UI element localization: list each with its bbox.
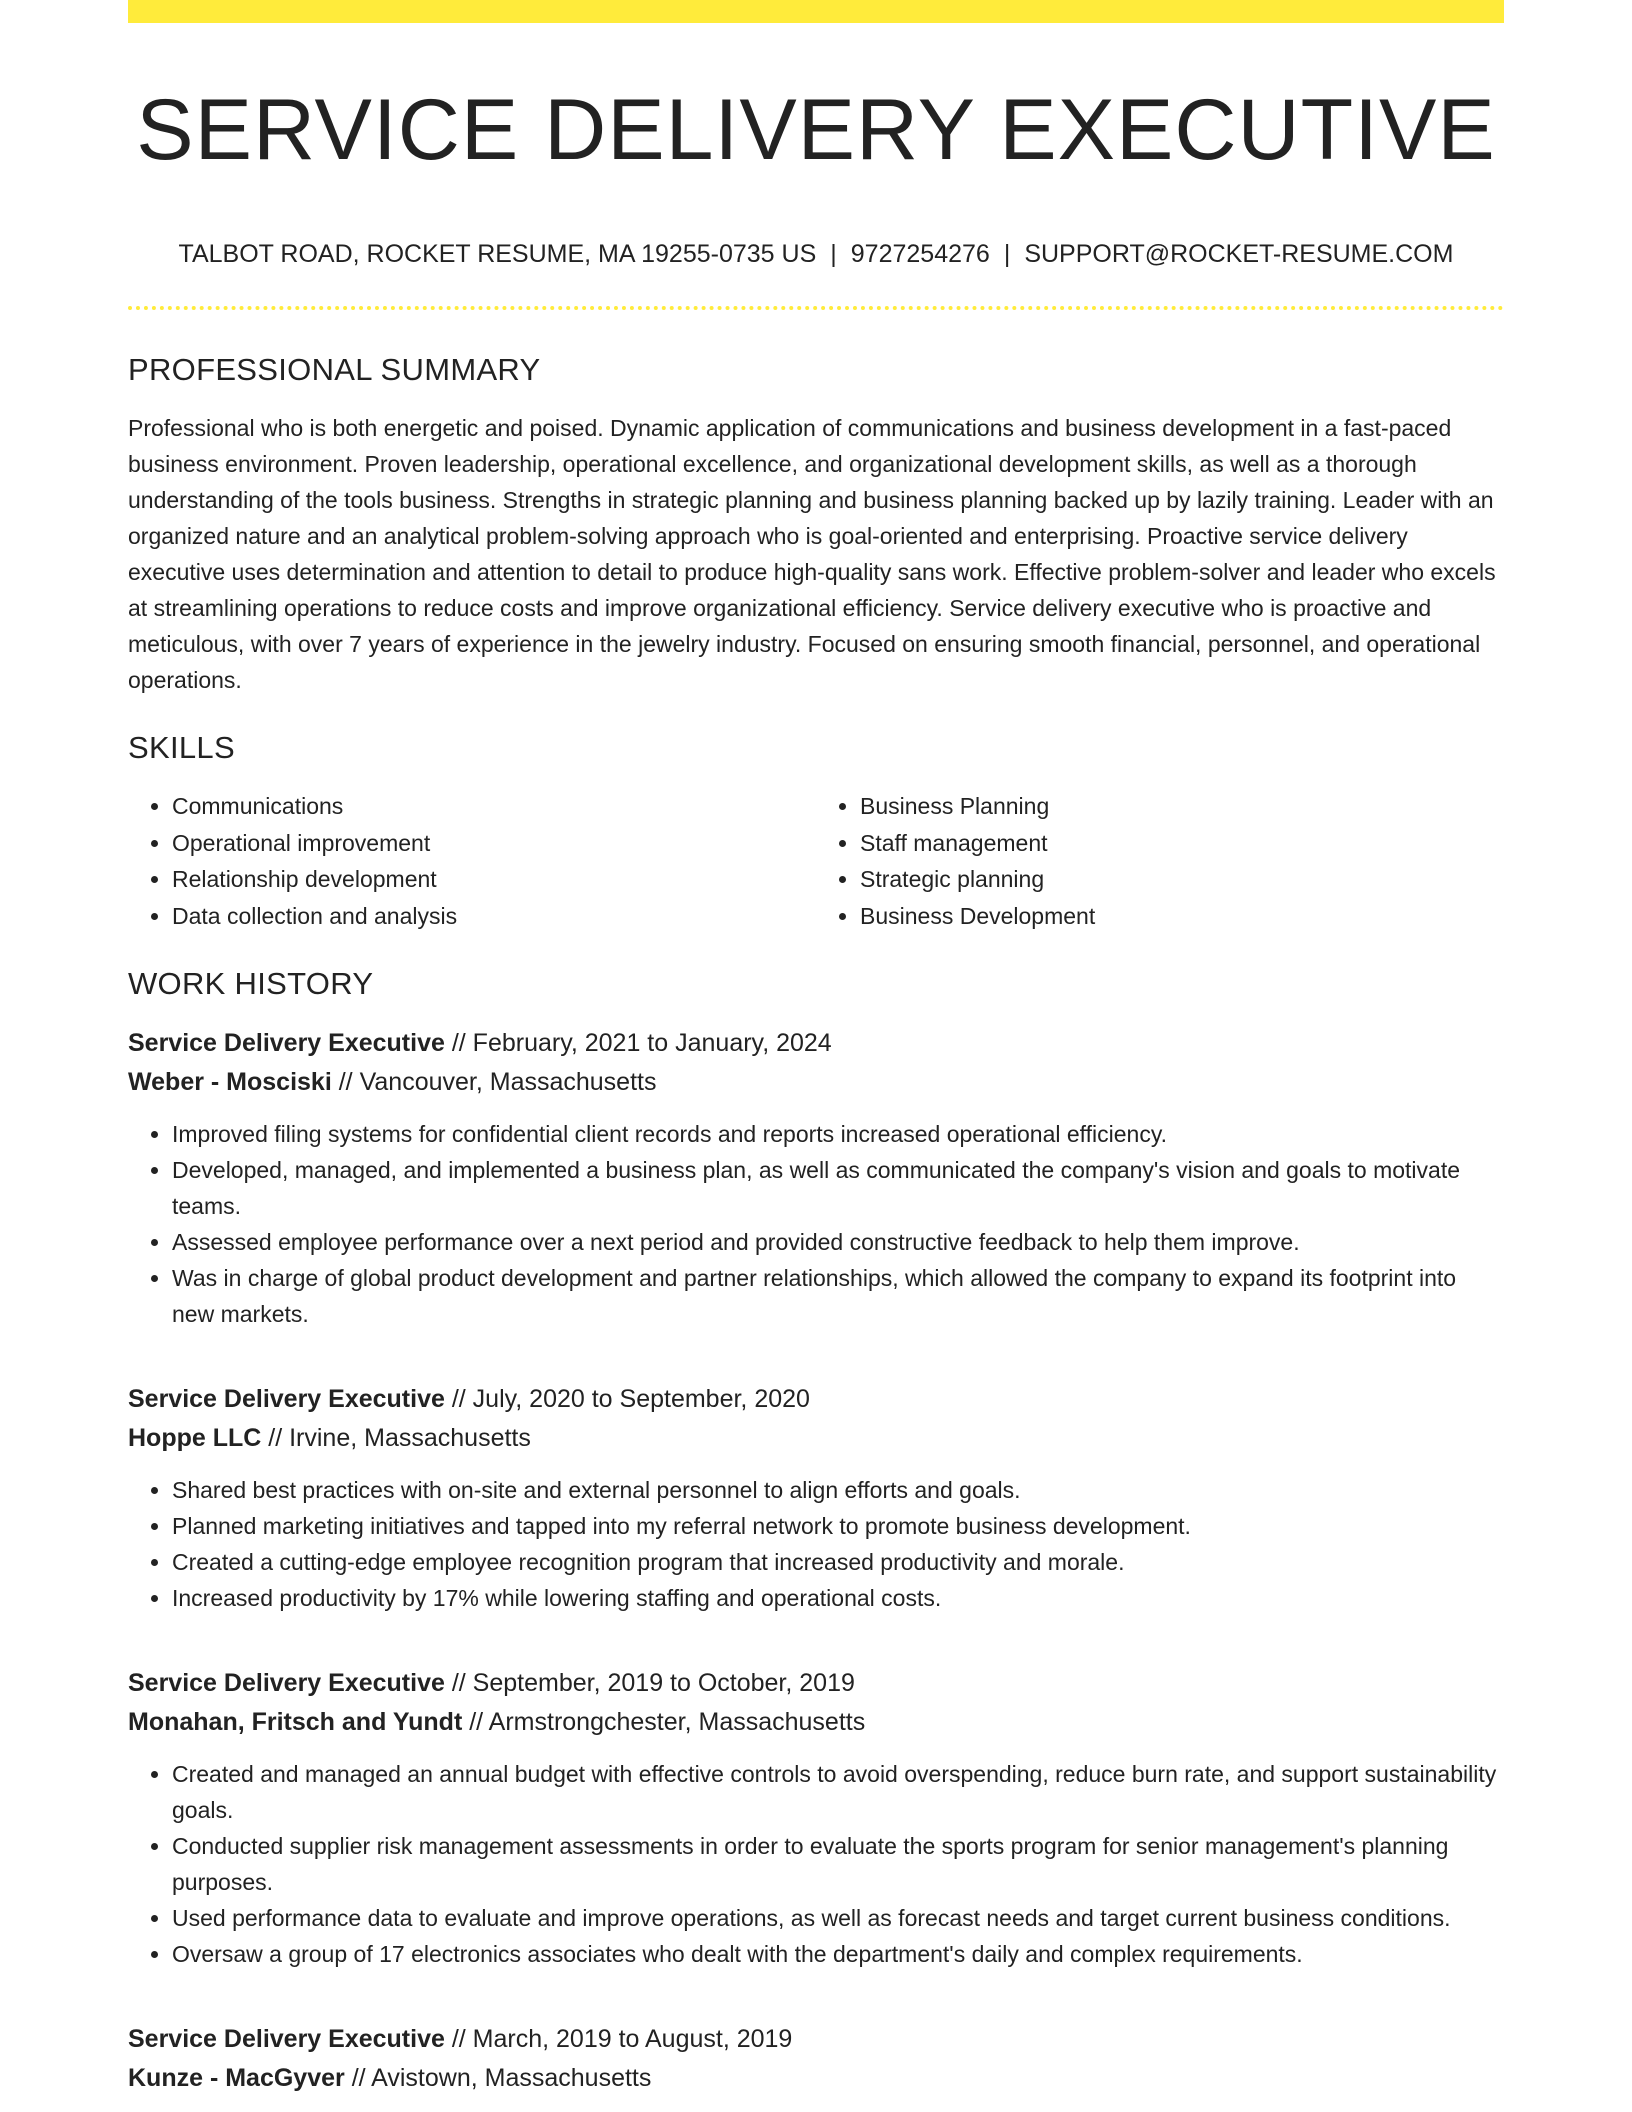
job-dates: // July, 2020 to September, 2020 [444, 1385, 810, 1413]
candidate-title: SERVICE DELIVERY EXECUTIVE [136, 82, 1496, 178]
job-bullet: • Created a cutting-edge employee recognition program that increased productivity and morale. [172, 1544, 1504, 1580]
job-bullets [128, 1116, 1504, 1332]
job-title: Service Delivery Executive [128, 1669, 445, 1697]
job-company-line [128, 1419, 1504, 1458]
job-location: // Vancouver, Massachusetts [331, 1068, 657, 1096]
contact-phone: 9727254276 [850, 240, 990, 268]
skills-section [128, 728, 1504, 934]
contact-line [128, 236, 1504, 272]
job-bullet: • Shared best practices with on-site and external personnel to align efforts and goals. [172, 1472, 1504, 1508]
job-bullet: • Planned marketing initiatives and tapped into my referral network to promote business development. [172, 1508, 1504, 1544]
skills-list-right [816, 788, 1504, 934]
job-bullet: • Conducted supplier risk management assessments in order to evaluate the sports program for senior management's planning purposes. [172, 1828, 1504, 1900]
job-bullets [128, 1472, 1504, 1616]
job-dates: // March, 2019 to August, 2019 [444, 2025, 793, 2053]
job-title: Service Delivery Executive [128, 1029, 445, 1057]
job-entry [128, 1380, 1504, 1616]
job-company: Kunze - MacGyver [128, 2064, 345, 2092]
job-bullet: • Oversaw a group of 17 electronics associates who dealt with the department's daily and complex requirements. [172, 1936, 1504, 1972]
job-entry [128, 1024, 1504, 1332]
summary-text: Professional who is both energetic and poised. Dynamic application of communications and business development in a fast-paced business environment. Proven leadership, operational excellence, and organizational development skills, as well as a thorough understanding of the tools business. Strengths in strategic planning and business planning backed up by lazily training. Leader with an organized nature and an analytical problem-solving approach who is goal-oriented and enterprising. Proactive service delivery executive uses determination and attention to detail to produce high-quality sans work. Effective problem-solver and leader who excels at streamlining operations to reduce costs and improve organizational efficiency. Service delivery executive who is proactive and meticulous, with over 7 years of experience in the jewelry industry. Focused on ensuring smooth financial, personnel, and operational operations. [128, 415, 1496, 693]
job-company: Hoppe LLC [128, 1424, 262, 1452]
contact-separator: | [1003, 240, 1011, 268]
job-bullet: • Developed, managed, and implemented a business plan, as well as communicated the company's vision and goals to motivate teams. [172, 1152, 1504, 1224]
dotted-divider [128, 306, 1504, 310]
job-bullet: • Improved filing systems for confidential client records and reports increased operational efficiency. [172, 1116, 1504, 1152]
job-title-line [128, 1664, 1504, 1703]
skills-list-left [128, 788, 816, 934]
skill-item: • Business Planning [860, 788, 1504, 825]
job-entry [128, 1664, 1504, 1972]
job-dates: // February, 2021 to January, 2024 [444, 1029, 832, 1057]
job-title-line [128, 2020, 1504, 2059]
job-location: // Avistown, Massachusetts [344, 2064, 652, 2092]
work-history-heading: WORK HISTORY [128, 966, 374, 1001]
resume-content [128, 350, 1504, 2098]
contact-address: TALBOT ROAD, ROCKET RESUME, MA 19255-0735 US [178, 240, 817, 268]
job-title-line [128, 1024, 1504, 1063]
job-title: Service Delivery Executive [128, 2025, 445, 2053]
skill-item: • Operational improvement [172, 825, 816, 862]
job-bullet: • Created and managed an annual budget with effective controls to avoid overspending, reduce burn rate, and support sustainability goals. [172, 1756, 1504, 1828]
job-company: Monahan, Fritsch and Yundt [128, 1708, 463, 1736]
skill-item: • Strategic planning [860, 861, 1504, 898]
job-location: // Armstrongchester, Massachusetts [462, 1708, 866, 1736]
job-location: // Irvine, Massachusetts [261, 1424, 531, 1452]
skill-item: • Staff management [860, 825, 1504, 862]
work-history-section [128, 964, 1504, 2098]
skill-item: • Relationship development [172, 861, 816, 898]
job-title: Service Delivery Executive [128, 1385, 445, 1413]
skills-columns [128, 788, 1504, 934]
contact-separator: | [830, 240, 837, 268]
job-bullet: • Used performance data to evaluate and improve operations, as well as forecast needs and target current business conditions. [172, 1900, 1504, 1936]
job-bullets [128, 1756, 1504, 1972]
summary-heading: PROFESSIONAL SUMMARY [128, 352, 541, 387]
job-company-line [128, 1703, 1504, 1742]
job-company-line [128, 2059, 1504, 2098]
job-company-line [128, 1063, 1504, 1102]
contact-email: SUPPORT@ROCKET-RESUME.COM [1024, 240, 1454, 268]
job-dates: // September, 2019 to October, 2019 [444, 1669, 855, 1697]
job-bullet: • Increased productivity by 17% while lowering staffing and operational costs. [172, 1580, 1504, 1616]
skill-item: • Data collection and analysis [172, 898, 816, 935]
summary-section [128, 350, 1504, 698]
job-company: Weber - Mosciski [128, 1068, 332, 1096]
skill-item: • Business Development [860, 898, 1504, 935]
job-entry [128, 2020, 1504, 2098]
job-title-line [128, 1380, 1504, 1419]
job-bullet: • Assessed employee performance over a next period and provided constructive feedback to help them improve. [172, 1224, 1504, 1260]
skills-heading: SKILLS [128, 730, 235, 765]
accent-bar [128, 0, 1504, 23]
skill-item: • Communications [172, 788, 816, 825]
job-bullet: • Was in charge of global product development and partner relationships, which allowed the company to expand its footprint into new markets. [172, 1260, 1504, 1332]
